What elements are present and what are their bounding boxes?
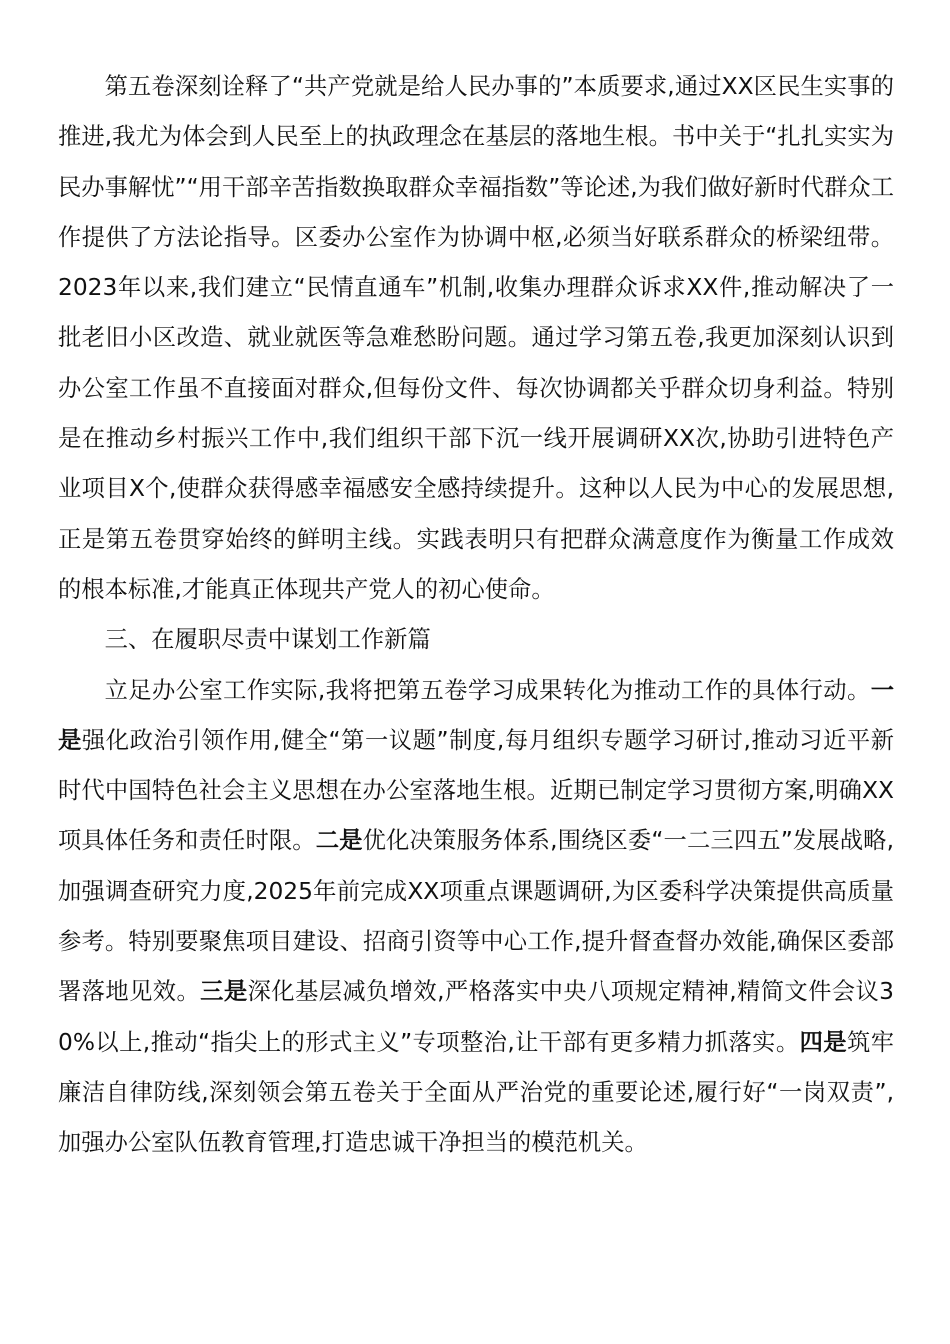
paragraph-2-intro: 立足办公室工作实际,我将把第五卷学习成果转化为推动工作的具体行动。 xyxy=(104,676,871,704)
item-3-text: 深化基层减负增效,严格落实中央八项规定精神,精简文件会议30%以上,推动“指尖上的形式主义”专项整治,让干部有更多精力抓落实。 xyxy=(58,978,895,1056)
item-3-label: 三是 xyxy=(200,978,248,1006)
item-1-label: 一是 xyxy=(58,676,894,754)
body-paragraph-1: 第五卷深刻诠释了“共产党就是给人民办事的”本质要求,通过XX区民生实事的推进,我尤为体会到人民至上的执政理念在基层的落地生根。书中关于“扎扎实实为民办事解忧”“用干部辛苦指数换取群众幸福指数”等论述,为我们做好新时代群众工作提供了方法论指导。区委办公室作为协调中枢,必须当好联系群众的桥梁纽带。2023年以来,我们建立“民情直通车”机制,收集办理群众诉求XX件,推动解决了一批老旧小区改造、就业就医等急难愁盼问题。通过学习第五卷,我更加深刻认识到办公室工作虽不直接面对群众,但每份文件、每次协调都关乎群众切身利益。特别是在推动乡村振兴工作中,我们组织干部下沉一线开展调研XX次,协助引进特色产业项目X个,使群众获得感幸福感安全感持续提升。这种以人民为中心的发展思想,正是第五卷贯穿始终的鲜明主线。实践表明只有把群众满意度作为衡量工作成效的根本标准,才能真正体现共产党人的初心使命。 xyxy=(58,73,894,603)
item-1-text: 强化政治引领作用,健全“第一议题”制度,每月组织专题学习研讨,推动习近平新时代中国特色社会主义思想在办公室落地生根。近期已制定学习贯彻方案,明确XX项具体任务和责任时限。 xyxy=(58,726,895,855)
document-page xyxy=(58,62,894,1169)
item-4-label: 四是 xyxy=(799,1028,847,1056)
item-4-text: 筑牢廉洁自律防线,深刻领会第五卷关于全面从严治党的重要论述,履行好“一岗双责”,加强办公室队伍教育管理,打造忠诚干净担当的模范机关。 xyxy=(58,1028,894,1157)
body-paragraph-2 xyxy=(58,666,894,1169)
item-2-label: 二是 xyxy=(315,827,363,855)
item-2-text: 优化决策服务体系,围绕区委“一二三四五”发展战略,加强调查研究力度,2025年前完成XX项重点课题调研,为区委科学决策提供高质量参考。特别要聚焦项目建设、招商引资等中心工作,提升督查督办效能,确保区委部署落地见效。 xyxy=(58,827,895,1006)
section-heading-3: 三、在履职尽责中谋划工作新篇 xyxy=(104,626,431,654)
